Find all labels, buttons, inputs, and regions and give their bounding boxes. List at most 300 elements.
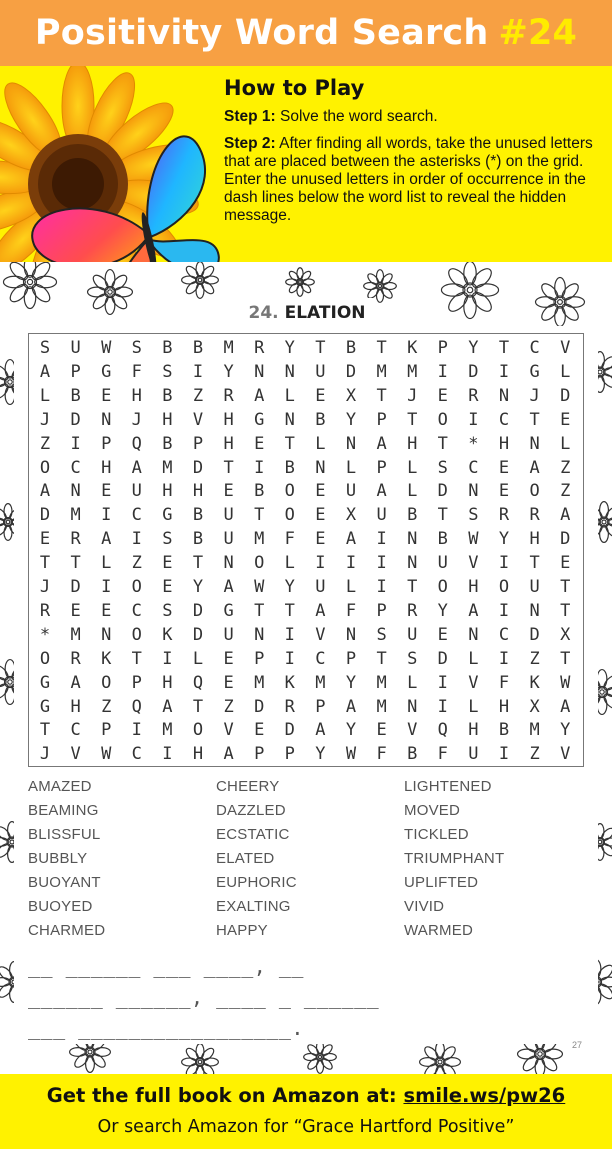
- grid-cell[interactable]: T: [70, 553, 81, 574]
- grid-cell[interactable]: A: [223, 577, 234, 597]
- grid-cell[interactable]: D: [192, 457, 204, 478]
- grid-cell[interactable]: I: [101, 505, 112, 526]
- grid-cell[interactable]: H: [162, 672, 173, 693]
- grid-cell[interactable]: T: [407, 577, 418, 597]
- grid-cell[interactable]: I: [376, 553, 387, 574]
- grid-cell[interactable]: Y: [284, 577, 295, 597]
- grid-cell[interactable]: E: [70, 600, 81, 621]
- hidden-message-lines[interactable]: [28, 952, 588, 1042]
- grid-cell[interactable]: U: [529, 577, 540, 597]
- grid-cell[interactable]: Y: [560, 720, 571, 741]
- grid-cell[interactable]: E: [223, 648, 234, 669]
- grid-cell[interactable]: I: [498, 744, 510, 765]
- grid-cell[interactable]: H: [192, 481, 204, 502]
- grid-cell[interactable]: G: [529, 361, 540, 382]
- grid-cell[interactable]: E: [315, 385, 326, 406]
- grid-cell[interactable]: B: [192, 338, 204, 358]
- grid-cell[interactable]: N: [315, 457, 326, 478]
- grid-cell[interactable]: P: [70, 361, 81, 382]
- grid-cell[interactable]: T: [315, 338, 326, 358]
- grid-cell[interactable]: D: [70, 577, 81, 597]
- grid-cell[interactable]: B: [345, 338, 357, 358]
- grid-cell[interactable]: B: [70, 385, 81, 406]
- grid-cell[interactable]: E: [560, 553, 571, 574]
- grid-cell[interactable]: S: [39, 338, 51, 358]
- grid-cell[interactable]: S: [131, 338, 142, 358]
- grid-cell[interactable]: J: [407, 385, 418, 406]
- grid-cell[interactable]: B: [254, 481, 265, 502]
- grid-cell[interactable]: T: [131, 648, 142, 669]
- grid-cell[interactable]: T: [284, 600, 295, 621]
- grid-cell[interactable]: Z: [131, 553, 142, 574]
- grid-cell[interactable]: U: [407, 624, 418, 645]
- grid-cell[interactable]: K: [529, 672, 540, 693]
- grid-cell[interactable]: Q: [131, 433, 142, 454]
- grid-cell[interactable]: O: [131, 624, 142, 645]
- grid-cell[interactable]: C: [131, 744, 142, 765]
- grid-cell[interactable]: R: [529, 505, 540, 526]
- grid-cell[interactable]: O: [437, 409, 448, 430]
- grid-cell[interactable]: R: [254, 338, 265, 358]
- grid-cell[interactable]: K: [284, 672, 295, 693]
- grid-cell[interactable]: *: [39, 624, 51, 645]
- grid-cell[interactable]: P: [376, 457, 387, 478]
- grid-cell[interactable]: A: [376, 481, 387, 502]
- grid-cell[interactable]: P: [345, 648, 357, 669]
- grid-cell[interactable]: P: [254, 744, 265, 765]
- grid-cell[interactable]: T: [254, 600, 265, 621]
- grid-cell[interactable]: P: [437, 338, 448, 358]
- grid-cell[interactable]: L: [468, 696, 479, 717]
- grid-cell[interactable]: U: [223, 624, 234, 645]
- grid-cell[interactable]: N: [345, 624, 357, 645]
- grid-cell[interactable]: T: [376, 385, 387, 406]
- grid-cell[interactable]: T: [192, 696, 204, 717]
- grid-cell[interactable]: I: [315, 553, 326, 574]
- grid-cell[interactable]: P: [315, 696, 326, 717]
- grid-cell[interactable]: I: [192, 361, 204, 382]
- grid-cell[interactable]: D: [254, 696, 265, 717]
- grid-cell[interactable]: M: [70, 624, 81, 645]
- grid-cell[interactable]: L: [39, 385, 51, 406]
- grid-cell[interactable]: H: [223, 409, 234, 430]
- grid-cell[interactable]: N: [407, 529, 418, 550]
- grid-cell[interactable]: V: [468, 672, 479, 693]
- grid-cell[interactable]: Z: [101, 696, 112, 717]
- grid-cell[interactable]: Z: [529, 744, 540, 765]
- grid-cell[interactable]: A: [39, 481, 51, 502]
- grid-cell[interactable]: M: [162, 457, 173, 478]
- grid-cell[interactable]: I: [162, 648, 173, 669]
- grid-cell[interactable]: I: [498, 648, 510, 669]
- grid-cell[interactable]: I: [498, 361, 510, 382]
- letter-grid[interactable]: [28, 333, 584, 767]
- grid-cell[interactable]: U: [131, 481, 142, 502]
- grid-cell[interactable]: N: [284, 361, 295, 382]
- grid-cell[interactable]: O: [284, 481, 295, 502]
- grid-cell[interactable]: Y: [437, 600, 448, 621]
- grid-cell[interactable]: B: [162, 433, 173, 454]
- grid-cell[interactable]: I: [70, 433, 81, 454]
- grid-cell[interactable]: O: [192, 720, 204, 741]
- grid-cell[interactable]: M: [376, 361, 387, 382]
- grid-cell[interactable]: T: [560, 648, 571, 669]
- grid-cell[interactable]: M: [315, 672, 326, 693]
- grid-cell[interactable]: U: [437, 553, 448, 574]
- grid-cell[interactable]: D: [345, 361, 357, 382]
- grid-cell[interactable]: M: [254, 529, 265, 550]
- grid-cell[interactable]: V: [468, 553, 479, 574]
- grid-cell[interactable]: H: [529, 529, 540, 550]
- grid-cell[interactable]: O: [39, 457, 51, 478]
- grid-cell[interactable]: Z: [223, 696, 234, 717]
- grid-cell[interactable]: N: [101, 409, 112, 430]
- grid-cell[interactable]: R: [498, 505, 510, 526]
- grid-cell[interactable]: E: [101, 385, 112, 406]
- grid-cell[interactable]: J: [39, 744, 51, 765]
- grid-cell[interactable]: N: [101, 624, 112, 645]
- grid-cell[interactable]: E: [223, 481, 234, 502]
- grid-cell[interactable]: N: [254, 361, 265, 382]
- grid-cell[interactable]: Y: [345, 409, 357, 430]
- grid-cell[interactable]: C: [498, 624, 510, 645]
- grid-cell[interactable]: L: [560, 433, 571, 454]
- grid-cell[interactable]: H: [162, 409, 173, 430]
- grid-cell[interactable]: T: [437, 433, 448, 454]
- amazon-link[interactable]: smile.ws/pw26: [403, 1084, 566, 1107]
- grid-cell[interactable]: D: [560, 385, 571, 406]
- grid-cell[interactable]: U: [315, 361, 326, 382]
- grid-cell[interactable]: P: [101, 433, 112, 454]
- grid-cell[interactable]: M: [376, 696, 387, 717]
- grid-cell[interactable]: A: [70, 672, 81, 693]
- grid-cell[interactable]: E: [498, 457, 510, 478]
- grid-cell[interactable]: Z: [39, 433, 51, 454]
- grid-cell[interactable]: S: [376, 624, 387, 645]
- grid-cell[interactable]: L: [407, 672, 418, 693]
- grid-cell[interactable]: N: [529, 600, 540, 621]
- grid-cell[interactable]: N: [254, 624, 265, 645]
- grid-cell[interactable]: R: [70, 648, 81, 669]
- grid-cell[interactable]: E: [101, 600, 112, 621]
- grid-cell[interactable]: N: [468, 624, 479, 645]
- grid-cell[interactable]: I: [468, 409, 479, 430]
- grid-cell[interactable]: G: [254, 409, 265, 430]
- grid-cell[interactable]: V: [560, 744, 571, 765]
- grid-cell[interactable]: I: [437, 672, 448, 693]
- grid-cell[interactable]: I: [162, 744, 173, 765]
- grid-cell[interactable]: Q: [437, 720, 448, 741]
- grid-cell[interactable]: O: [498, 577, 510, 597]
- grid-cell[interactable]: C: [315, 648, 326, 669]
- grid-cell[interactable]: O: [529, 481, 540, 502]
- grid-cell[interactable]: V: [192, 409, 204, 430]
- grid-cell[interactable]: I: [131, 529, 142, 550]
- grid-cell[interactable]: C: [468, 457, 479, 478]
- grid-cell[interactable]: A: [529, 457, 540, 478]
- grid-cell[interactable]: H: [407, 433, 418, 454]
- grid-cell[interactable]: V: [70, 744, 81, 765]
- grid-cell[interactable]: Y: [468, 338, 479, 358]
- grid-cell[interactable]: I: [284, 624, 295, 645]
- grid-cell[interactable]: B: [162, 338, 173, 358]
- grid-cell[interactable]: V: [223, 720, 234, 741]
- grid-cell[interactable]: E: [101, 481, 112, 502]
- grid-cell[interactable]: R: [468, 385, 479, 406]
- grid-cell[interactable]: D: [192, 600, 204, 621]
- grid-cell[interactable]: E: [254, 720, 265, 741]
- grid-cell[interactable]: C: [70, 720, 81, 741]
- grid-cell[interactable]: L: [345, 457, 357, 478]
- grid-cell[interactable]: D: [39, 505, 51, 526]
- grid-cell[interactable]: B: [162, 385, 173, 406]
- hidden-message-line[interactable]: ______ ______, ____ _ ______: [28, 985, 380, 1009]
- grid-cell[interactable]: H: [131, 385, 142, 406]
- grid-cell[interactable]: J: [39, 409, 51, 430]
- grid-cell[interactable]: M: [376, 672, 387, 693]
- grid-cell[interactable]: A: [376, 433, 387, 454]
- grid-cell[interactable]: T: [39, 553, 51, 574]
- grid-cell[interactable]: Y: [284, 338, 295, 358]
- grid-cell[interactable]: O: [254, 553, 265, 574]
- grid-cell[interactable]: N: [70, 481, 81, 502]
- grid-cell[interactable]: B: [407, 744, 418, 765]
- grid-cell[interactable]: E: [162, 553, 173, 574]
- grid-cell[interactable]: N: [498, 385, 510, 406]
- grid-cell[interactable]: C: [70, 457, 81, 478]
- grid-cell[interactable]: N: [529, 433, 540, 454]
- hidden-message-line[interactable]: ___ _________________.: [28, 1016, 304, 1040]
- grid-cell[interactable]: M: [162, 720, 173, 741]
- grid-cell[interactable]: L: [284, 553, 295, 574]
- grid-cell[interactable]: Q: [131, 696, 142, 717]
- grid-cell[interactable]: A: [345, 696, 357, 717]
- grid-cell[interactable]: P: [254, 648, 265, 669]
- grid-cell[interactable]: S: [437, 457, 448, 478]
- grid-cell[interactable]: Y: [345, 672, 357, 693]
- grid-cell[interactable]: Y: [345, 720, 357, 741]
- grid-cell[interactable]: H: [162, 481, 173, 502]
- grid-cell[interactable]: E: [315, 505, 326, 526]
- grid-cell[interactable]: H: [223, 433, 234, 454]
- grid-cell[interactable]: S: [468, 505, 479, 526]
- grid-cell[interactable]: N: [284, 409, 295, 430]
- grid-cell[interactable]: P: [376, 409, 387, 430]
- grid-cell[interactable]: I: [376, 577, 387, 597]
- grid-cell[interactable]: D: [284, 720, 295, 741]
- grid-cell[interactable]: T: [39, 720, 51, 741]
- grid-cell[interactable]: T: [529, 553, 540, 574]
- grid-cell[interactable]: S: [162, 529, 173, 550]
- grid-cell[interactable]: A: [345, 529, 357, 550]
- grid-cell[interactable]: N: [468, 481, 479, 502]
- grid-cell[interactable]: U: [468, 744, 479, 765]
- grid-cell[interactable]: I: [498, 600, 510, 621]
- grid-cell[interactable]: M: [254, 672, 265, 693]
- grid-cell[interactable]: J: [39, 577, 51, 597]
- grid-cell[interactable]: I: [254, 457, 265, 478]
- grid-cell[interactable]: V: [315, 624, 326, 645]
- grid-cell[interactable]: R: [223, 385, 234, 406]
- grid-cell[interactable]: L: [192, 648, 204, 669]
- grid-cell[interactable]: I: [376, 529, 387, 550]
- grid-cell[interactable]: F: [498, 672, 510, 693]
- grid-cell[interactable]: L: [560, 361, 571, 382]
- grid-cell[interactable]: E: [376, 720, 387, 741]
- grid-cell[interactable]: I: [345, 553, 357, 574]
- grid-cell[interactable]: M: [223, 338, 234, 358]
- grid-cell[interactable]: T: [254, 505, 265, 526]
- grid-cell[interactable]: X: [529, 696, 540, 717]
- grid-cell[interactable]: B: [315, 409, 326, 430]
- grid-cell[interactable]: O: [39, 648, 51, 669]
- grid-cell[interactable]: L: [101, 553, 112, 574]
- grid-cell[interactable]: M: [407, 361, 418, 382]
- grid-cell[interactable]: H: [468, 720, 479, 741]
- grid-cell[interactable]: E: [162, 577, 173, 597]
- grid-cell[interactable]: H: [498, 696, 510, 717]
- grid-cell[interactable]: F: [345, 600, 357, 621]
- grid-cell[interactable]: T: [407, 409, 418, 430]
- grid-cell[interactable]: T: [498, 338, 510, 358]
- grid-cell[interactable]: Y: [223, 361, 234, 382]
- grid-cell[interactable]: A: [101, 529, 112, 550]
- grid-cell[interactable]: B: [498, 720, 510, 741]
- grid-cell[interactable]: K: [407, 338, 418, 358]
- grid-cell[interactable]: R: [407, 600, 418, 621]
- grid-cell[interactable]: B: [284, 457, 295, 478]
- grid-cell[interactable]: H: [192, 744, 204, 765]
- grid-cell[interactable]: N: [407, 553, 418, 574]
- grid-cell[interactable]: G: [101, 361, 112, 382]
- grid-cell[interactable]: E: [39, 529, 51, 550]
- grid-cell[interactable]: P: [192, 433, 204, 454]
- grid-cell[interactable]: T: [560, 600, 571, 621]
- grid-cell[interactable]: D: [560, 529, 571, 550]
- grid-cell[interactable]: N: [223, 553, 234, 574]
- grid-cell[interactable]: U: [376, 505, 387, 526]
- grid-cell[interactable]: E: [254, 433, 265, 454]
- grid-cell[interactable]: V: [407, 720, 418, 741]
- grid-cell[interactable]: H: [101, 457, 112, 478]
- grid-cell[interactable]: U: [223, 505, 234, 526]
- grid-cell[interactable]: M: [70, 505, 81, 526]
- grid-cell[interactable]: A: [223, 744, 234, 765]
- grid-cell[interactable]: D: [529, 624, 540, 645]
- grid-cell[interactable]: T: [437, 505, 448, 526]
- grid-cell[interactable]: E: [498, 481, 510, 502]
- grid-cell[interactable]: T: [376, 648, 387, 669]
- grid-cell[interactable]: Z: [529, 648, 540, 669]
- grid-cell[interactable]: U: [345, 481, 357, 502]
- grid-cell[interactable]: M: [529, 720, 540, 741]
- grid-cell[interactable]: S: [407, 648, 418, 669]
- grid-cell[interactable]: H: [70, 696, 81, 717]
- grid-cell[interactable]: B: [407, 505, 418, 526]
- grid-cell[interactable]: W: [560, 672, 571, 693]
- grid-cell[interactable]: U: [70, 338, 81, 358]
- grid-cell[interactable]: P: [376, 600, 387, 621]
- grid-cell[interactable]: O: [101, 672, 112, 693]
- grid-cell[interactable]: F: [131, 361, 142, 382]
- grid-cell[interactable]: G: [223, 600, 234, 621]
- grid-cell[interactable]: P: [284, 744, 295, 765]
- grid-cell[interactable]: Y: [498, 529, 510, 550]
- grid-cell[interactable]: W: [468, 529, 479, 550]
- grid-cell[interactable]: T: [529, 409, 540, 430]
- grid-cell[interactable]: C: [498, 409, 510, 430]
- grid-cell[interactable]: A: [468, 600, 479, 621]
- grid-cell[interactable]: E: [315, 529, 326, 550]
- grid-cell[interactable]: T: [376, 338, 387, 358]
- grid-cell[interactable]: X: [345, 505, 357, 526]
- grid-cell[interactable]: Z: [560, 457, 571, 478]
- grid-cell[interactable]: F: [376, 744, 387, 765]
- grid-cell[interactable]: P: [101, 720, 112, 741]
- grid-cell[interactable]: C: [131, 505, 142, 526]
- grid-cell[interactable]: A: [560, 696, 571, 717]
- grid-cell[interactable]: I: [498, 553, 510, 574]
- grid-cell[interactable]: G: [162, 505, 173, 526]
- grid-cell[interactable]: O: [437, 577, 448, 597]
- grid-cell[interactable]: C: [529, 338, 540, 358]
- grid-cell[interactable]: U: [315, 577, 326, 597]
- grid-cell[interactable]: W: [101, 744, 112, 765]
- grid-cell[interactable]: E: [315, 481, 326, 502]
- grid-cell[interactable]: B: [437, 529, 448, 550]
- grid-cell[interactable]: R: [284, 696, 295, 717]
- grid-cell[interactable]: I: [437, 361, 448, 382]
- grid-cell[interactable]: H: [498, 433, 510, 454]
- grid-cell[interactable]: K: [101, 648, 112, 669]
- grid-cell[interactable]: L: [345, 577, 357, 597]
- grid-cell[interactable]: E: [437, 385, 448, 406]
- grid-cell[interactable]: S: [162, 361, 173, 382]
- grid-cell[interactable]: X: [345, 385, 357, 406]
- grid-cell[interactable]: R: [39, 600, 51, 621]
- grid-cell[interactable]: J: [529, 385, 540, 406]
- grid-cell[interactable]: I: [437, 696, 448, 717]
- grid-cell[interactable]: I: [101, 577, 112, 597]
- grid-cell[interactable]: I: [131, 720, 142, 741]
- grid-cell[interactable]: A: [560, 505, 571, 526]
- grid-cell[interactable]: S: [162, 600, 173, 621]
- grid-cell[interactable]: V: [560, 338, 571, 358]
- grid-cell[interactable]: U: [223, 529, 234, 550]
- grid-cell[interactable]: E: [223, 672, 234, 693]
- grid-cell[interactable]: F: [437, 744, 448, 765]
- grid-cell[interactable]: K: [162, 624, 173, 645]
- grid-cell[interactable]: D: [468, 361, 479, 382]
- grid-cell[interactable]: P: [131, 672, 142, 693]
- grid-cell[interactable]: X: [560, 624, 571, 645]
- grid-cell[interactable]: *: [468, 433, 479, 454]
- grid-cell[interactable]: B: [192, 529, 204, 550]
- grid-cell[interactable]: C: [131, 600, 142, 621]
- grid-cell[interactable]: E: [560, 409, 571, 430]
- grid-cell[interactable]: W: [254, 577, 265, 597]
- grid-cell[interactable]: N: [407, 696, 418, 717]
- grid-cell[interactable]: I: [284, 648, 295, 669]
- grid-cell[interactable]: Y: [315, 744, 326, 765]
- grid-cell[interactable]: T: [284, 433, 295, 454]
- grid-cell[interactable]: A: [162, 696, 173, 717]
- grid-cell[interactable]: O: [131, 577, 142, 597]
- grid-cell[interactable]: A: [254, 385, 265, 406]
- grid-cell[interactable]: A: [131, 457, 142, 478]
- grid-cell[interactable]: L: [315, 433, 326, 454]
- grid-cell[interactable]: Z: [560, 481, 571, 502]
